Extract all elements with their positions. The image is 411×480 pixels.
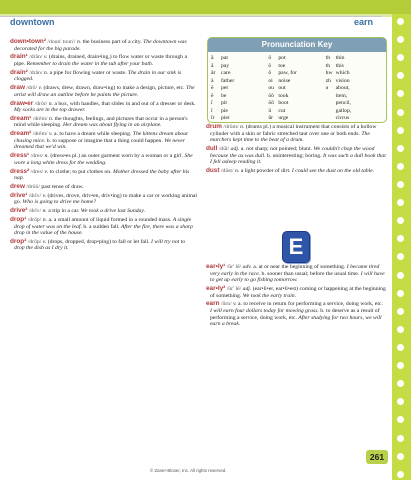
key-word: pie bbox=[221, 107, 228, 114]
entry-example: Remember to drain the water in the tub after your bath. bbox=[26, 60, 154, 67]
entry-pronunciation: /drān/ bbox=[27, 69, 44, 76]
entry-part-of-speech: n. bbox=[42, 208, 47, 215]
key-word: care bbox=[221, 70, 231, 76]
entry-pronunciation: /ûr' lē/ bbox=[225, 264, 243, 270]
key-cell bbox=[268, 63, 325, 71]
key-word: vision bbox=[335, 77, 350, 84]
key-word: noise bbox=[278, 77, 291, 84]
entry-definition: b. to deserve as a result of performing a service, doing work, etc. bbox=[210, 307, 380, 321]
dictionary-entry bbox=[206, 286, 386, 299]
entry-pronunciation: /drōō/ bbox=[24, 183, 42, 190]
left-column bbox=[10, 39, 197, 254]
entry-example: The drain in our sink is clogged. bbox=[14, 69, 182, 83]
pronunciation-key-title: Pronunciation Key bbox=[208, 38, 386, 52]
entry-definition: a. to receive in return for performing a service, doing work, etc. bbox=[236, 301, 383, 308]
entry-definition: past tense of draw. bbox=[41, 183, 84, 190]
entry-pronunciation: /drān/ bbox=[27, 54, 44, 61]
entry-headword: dream¹ bbox=[10, 114, 32, 122]
entry-headword: drum bbox=[206, 123, 222, 130]
key-word: which bbox=[335, 70, 350, 76]
entry-definition: a light powder of dirt. bbox=[239, 167, 292, 174]
entry-example: We took the early train. bbox=[242, 292, 297, 299]
key-cell bbox=[211, 70, 268, 78]
edge-dot bbox=[397, 18, 404, 25]
edge-dot bbox=[397, 145, 404, 152]
key-symbol: oi bbox=[268, 77, 273, 84]
key-word: pet bbox=[221, 85, 228, 91]
entry-pronunciation: /drô/ bbox=[24, 85, 39, 92]
key-cell bbox=[211, 108, 268, 116]
dictionary-entry bbox=[10, 239, 197, 252]
key-word: this bbox=[335, 62, 344, 69]
entry-headword: dust bbox=[206, 166, 220, 174]
key-word: pay bbox=[221, 62, 230, 69]
key-symbol: hw bbox=[325, 70, 333, 76]
entry-part-of-speech: n. bbox=[48, 100, 53, 107]
key-cell bbox=[326, 63, 383, 71]
edge-dot bbox=[397, 362, 404, 369]
entry-headword: dress¹ bbox=[10, 152, 30, 160]
entry-example: The marchers kept time to the beat of a drum. bbox=[210, 130, 370, 144]
entry-headword: draw bbox=[10, 84, 25, 92]
key-word: cut bbox=[278, 107, 286, 114]
entry-example: My socks are in the top drawer. bbox=[14, 107, 86, 114]
header-rule bbox=[0, 16, 382, 17]
entry-definition: a trip in a car. bbox=[46, 208, 81, 215]
entry-pronunciation: /drīv/ bbox=[27, 192, 43, 199]
entry-definition: (dress•es pl.) an outer garment worn by a woman or a girl. bbox=[48, 153, 185, 160]
key-cell bbox=[268, 100, 325, 108]
dictionary-entry bbox=[206, 146, 386, 166]
key-cell bbox=[326, 100, 383, 108]
edge-dot bbox=[397, 199, 404, 206]
dictionary-entry bbox=[10, 153, 197, 166]
entry-part-of-speech: adv. bbox=[242, 264, 252, 270]
dictionary-entry bbox=[10, 54, 197, 67]
key-symbol: th bbox=[325, 55, 331, 61]
dictionary-entry bbox=[206, 301, 386, 327]
entry-pronunciation: /drôr/ bbox=[33, 100, 49, 107]
entry-headword: draw•er bbox=[10, 99, 34, 107]
key-cell bbox=[211, 100, 268, 108]
edge-dot bbox=[397, 36, 404, 43]
entry-definition: a. not sharp; not pointed; blunt. bbox=[239, 145, 314, 152]
entry-example: Who is going to drive me home? bbox=[22, 199, 97, 206]
key-cell bbox=[326, 115, 383, 123]
entry-pronunciation: /drŏp/ bbox=[26, 216, 43, 223]
entry-headword: down•town² bbox=[10, 38, 46, 45]
key-cell bbox=[326, 108, 383, 116]
dictionary-entry bbox=[10, 70, 197, 83]
key-word: pat bbox=[221, 55, 228, 61]
entry-part-of-speech: v. bbox=[42, 238, 47, 245]
dictionary-entry bbox=[10, 116, 197, 129]
edge-dot bbox=[397, 453, 404, 460]
edge-dot bbox=[397, 471, 404, 478]
edge-dot bbox=[397, 253, 404, 260]
dictionary-entry bbox=[10, 169, 197, 182]
key-word: pencil, bbox=[335, 100, 351, 106]
key-word: pit bbox=[221, 100, 228, 106]
entry-part-of-speech: v. bbox=[38, 85, 43, 92]
pronunciation-key bbox=[207, 37, 387, 123]
entry-example: I could see the dust on the old table. bbox=[291, 167, 375, 174]
entry-definition: (ear•li•er, ear•li•est) coming or happening at the beginning of something. bbox=[210, 285, 386, 299]
key-symbol: zh bbox=[325, 77, 332, 84]
key-word: father bbox=[221, 77, 235, 84]
entry-headword: dream² bbox=[10, 130, 32, 138]
edge-dot bbox=[397, 217, 404, 224]
key-word: urge bbox=[278, 115, 289, 121]
key-cell bbox=[211, 85, 268, 93]
entry-definition: b. uninteresting; boring. bbox=[266, 152, 323, 159]
entry-headword: ear•ly² bbox=[206, 284, 226, 292]
entry-headword: drive¹ bbox=[10, 191, 28, 199]
key-symbol: îr bbox=[211, 115, 215, 121]
entry-example: The downtown was decorated for the big parade. bbox=[14, 39, 187, 52]
key-cell bbox=[211, 78, 268, 86]
dictionary-entry bbox=[10, 208, 197, 215]
entry-definition: b. to suppose or imagine that a thing could happen. bbox=[46, 137, 165, 144]
guide-word-right: earn bbox=[354, 17, 374, 27]
key-cell bbox=[268, 55, 325, 63]
key-cell bbox=[211, 63, 268, 71]
entry-pronunciation: /dres/ bbox=[29, 168, 45, 175]
key-word: thin bbox=[335, 55, 345, 61]
entry-example: It was such a dull book that I fell asleep reading it. bbox=[210, 152, 386, 166]
entry-definition: (draws, drew, drawn, draw•ing) to make a design, picture, etc. bbox=[42, 85, 186, 92]
edge-dot bbox=[397, 398, 404, 405]
entry-example: I became tired very early in the race. bbox=[210, 264, 380, 277]
edge-dot bbox=[397, 72, 404, 79]
key-symbol: ĭ bbox=[211, 100, 213, 106]
entry-definition: a. at or near the beginning of something. bbox=[251, 264, 347, 270]
entry-definition: the thoughts, feelings, and pictures that occur in a person's mind while sleeping. bbox=[14, 115, 188, 129]
key-cell bbox=[326, 55, 383, 63]
entry-pronunciation: /drīv/ bbox=[27, 208, 43, 215]
key-symbol: ä bbox=[211, 77, 214, 84]
entry-part-of-speech: v. bbox=[43, 54, 48, 61]
entry-example: We took a drive last Sunday. bbox=[80, 208, 146, 215]
key-symbol: ĕ bbox=[211, 85, 214, 91]
key-word: boot bbox=[278, 100, 289, 106]
entry-part-of-speech: v. bbox=[44, 168, 49, 175]
edge-dot bbox=[397, 90, 404, 97]
entry-definition: a pipe for flowing water or waste. bbox=[48, 69, 128, 76]
entry-definition: (drums pl.) a musical instrument that consists of a hollow cylinder with a skin or fabric stretched taut over one or both ends. bbox=[210, 124, 377, 137]
page-number: 261 bbox=[366, 450, 388, 464]
key-cell bbox=[268, 93, 325, 101]
entry-example: We couldn't chop the wood because the ax was dull. bbox=[210, 145, 375, 159]
dictionary-entry bbox=[10, 193, 197, 206]
entry-headword: dull bbox=[206, 144, 218, 152]
entry-definition: (drives, drove, driv•en, driv•ing) to make a car or working animal go. bbox=[14, 192, 197, 206]
entry-part-of-speech: n. bbox=[76, 39, 82, 45]
key-cell bbox=[268, 78, 325, 86]
key-word: paw, for bbox=[278, 70, 297, 76]
entry-pronunciation: /dŭl/ bbox=[217, 145, 231, 152]
entry-example: Her dream was about flying in an airplane. bbox=[62, 122, 162, 129]
key-symbol: ā bbox=[211, 62, 214, 69]
entry-pronunciation: /ûr' lē/ bbox=[225, 285, 243, 292]
entry-pronunciation: /dŭst/ bbox=[219, 167, 235, 174]
entry-example: A single drop of water was on the leaf. bbox=[14, 216, 192, 230]
key-word: item, bbox=[335, 92, 348, 99]
dictionary-entry bbox=[10, 39, 197, 52]
entry-part-of-speech: n. bbox=[240, 124, 245, 130]
key-word: took bbox=[278, 92, 289, 99]
key-symbol: ō bbox=[268, 55, 272, 61]
entry-example: After the fire, there was a sharp drop in the value of the house. bbox=[14, 223, 193, 237]
key-symbol: âr bbox=[211, 70, 216, 76]
entry-headword: ear•ly¹ bbox=[206, 263, 226, 270]
key-word: circus bbox=[335, 115, 350, 121]
entry-part-of-speech: n. bbox=[42, 216, 48, 223]
copyright-footer: © Zaner-Bloser, Inc. All rights reserved. bbox=[150, 468, 227, 473]
dictionary-entry bbox=[206, 264, 386, 284]
edge-dot bbox=[397, 435, 404, 442]
dictionary-entry bbox=[10, 184, 197, 191]
entry-example: I will have to get up early to go fishing tomorrow. bbox=[210, 270, 385, 284]
dictionary-entry bbox=[10, 217, 197, 237]
entry-headword: earn bbox=[206, 300, 220, 308]
key-cell bbox=[268, 85, 325, 93]
key-cell bbox=[211, 55, 268, 63]
section-letter: E bbox=[288, 234, 304, 259]
key-word: gallop, bbox=[335, 107, 352, 114]
edge-dot bbox=[397, 54, 404, 61]
key-cell bbox=[268, 108, 325, 116]
edge-dot bbox=[397, 380, 404, 387]
entry-definition: (drains, drained, drain•ing,) to flow water or waste through a pipe. bbox=[14, 54, 187, 67]
entry-part-of-speech: n. bbox=[44, 153, 49, 160]
entry-definition: b. sooner than usual; before the usual time. bbox=[261, 270, 361, 277]
entry-example: The kittens dream about chasing mice. bbox=[14, 131, 188, 144]
key-cell bbox=[326, 70, 383, 78]
dictionary-entry bbox=[206, 124, 386, 144]
key-word: pot bbox=[278, 55, 286, 61]
entry-definition: a. a small amount of liquid formed in a rounded mass. bbox=[47, 216, 173, 223]
dictionary-entry bbox=[10, 101, 197, 114]
key-cell bbox=[211, 115, 268, 123]
entry-pronunciation: /ûrn/ bbox=[219, 301, 234, 308]
right-column-bottom bbox=[206, 264, 386, 330]
key-word: be bbox=[221, 92, 227, 99]
key-word: about, bbox=[335, 85, 350, 91]
edge-dot bbox=[397, 163, 404, 170]
key-symbol: ŭ bbox=[268, 107, 272, 114]
entry-example: The artist will draw an outline before he paints the picture. bbox=[14, 85, 195, 98]
edge-dot bbox=[397, 109, 404, 116]
entry-part-of-speech: n. bbox=[43, 69, 49, 76]
key-symbol: ōō bbox=[268, 100, 275, 106]
edge-dot bbox=[397, 326, 404, 333]
top-color-bar bbox=[0, 0, 411, 14]
side-dots bbox=[397, 18, 407, 478]
entry-definition: (drops, dropped, drop•ping) to fall or let fall. bbox=[46, 238, 151, 245]
entry-example: Mother dressed the baby after his nap. bbox=[14, 168, 190, 182]
key-cell bbox=[268, 115, 325, 123]
key-cell bbox=[268, 70, 325, 78]
edge-dot bbox=[397, 127, 404, 134]
entry-pronunciation: /drēm/ bbox=[31, 115, 50, 122]
key-symbol: ă bbox=[211, 55, 214, 61]
key-word: pier bbox=[221, 115, 230, 121]
entry-part-of-speech: n. bbox=[49, 115, 54, 122]
entry-part-of-speech: v. bbox=[233, 301, 237, 308]
section-letter-badge bbox=[282, 231, 310, 263]
entry-headword: drain¹ bbox=[10, 53, 28, 61]
key-symbol: th bbox=[325, 62, 331, 69]
dictionary-entry bbox=[10, 85, 197, 98]
entry-headword: dress² bbox=[10, 167, 30, 175]
entry-part-of-speech: v. bbox=[42, 192, 47, 199]
entry-example: I will earn four dollars today for mowing grass. bbox=[210, 307, 321, 314]
entry-definition: a box, with handles, that slides in and out of a dresser or desk. bbox=[52, 100, 196, 107]
entry-part-of-speech: n. bbox=[235, 167, 240, 174]
entry-pronunciation: /doun' toun'/ bbox=[45, 39, 77, 45]
pronunciation-key-grid bbox=[211, 55, 383, 123]
edge-dot bbox=[397, 181, 404, 188]
dictionary-entry bbox=[206, 168, 386, 175]
dictionary-entry bbox=[10, 131, 197, 151]
entry-part-of-speech: adj. bbox=[242, 285, 252, 292]
key-cell bbox=[326, 85, 383, 93]
key-symbol: ou bbox=[268, 85, 275, 91]
key-symbol: ōō bbox=[268, 92, 275, 99]
entry-headword: drive² bbox=[10, 207, 28, 215]
key-word: out bbox=[278, 85, 286, 91]
entry-headword: drain² bbox=[10, 68, 28, 76]
entry-example: We never dreamed that we'd win. bbox=[14, 137, 186, 151]
edge-dot bbox=[397, 344, 404, 351]
entry-part-of-speech: adj. bbox=[230, 145, 240, 152]
entry-definition: a. to have a dream while sleeping. bbox=[52, 131, 133, 138]
entry-example: I will try not to drop the dish as I dry it. bbox=[14, 238, 186, 252]
entry-pronunciation: /drēm/ bbox=[31, 131, 50, 138]
key-cell bbox=[326, 93, 383, 101]
entry-pronunciation: /drŭm/ bbox=[221, 124, 240, 130]
edge-dot bbox=[397, 235, 404, 242]
key-symbol: ô bbox=[268, 70, 272, 76]
entry-example: She wore a long white dress for the wedding. bbox=[14, 153, 193, 166]
entry-definition: the business part of a city. bbox=[81, 39, 144, 45]
entry-headword: drop¹ bbox=[10, 215, 27, 223]
key-symbol: ō bbox=[268, 62, 272, 69]
entry-part-of-speech: v. bbox=[49, 131, 53, 138]
key-cell bbox=[326, 78, 383, 86]
entry-definition: to clothe; to put clothes on. bbox=[48, 168, 113, 175]
entry-headword: drew bbox=[10, 182, 25, 190]
edge-dot bbox=[397, 416, 404, 423]
key-symbol: ī bbox=[211, 107, 213, 114]
right-column-top bbox=[206, 124, 386, 177]
edge-dot bbox=[397, 272, 404, 279]
key-cell bbox=[211, 93, 268, 101]
entry-pronunciation: /dres/ bbox=[29, 153, 45, 160]
guide-word-left: downtown bbox=[10, 17, 55, 27]
entry-headword: drop² bbox=[10, 237, 27, 245]
edge-dot bbox=[397, 290, 404, 297]
key-symbol: ə bbox=[325, 85, 329, 91]
key-symbol: ē bbox=[211, 92, 214, 99]
entry-pronunciation: /drŏp/ bbox=[26, 238, 43, 245]
key-symbol: ûr bbox=[268, 115, 274, 121]
edge-dot bbox=[397, 308, 404, 315]
entry-example: After studying for two hours, we will earn a break. bbox=[210, 314, 382, 328]
key-word: toe bbox=[278, 62, 286, 69]
entry-definition: b. a sudden fall. bbox=[83, 223, 121, 230]
